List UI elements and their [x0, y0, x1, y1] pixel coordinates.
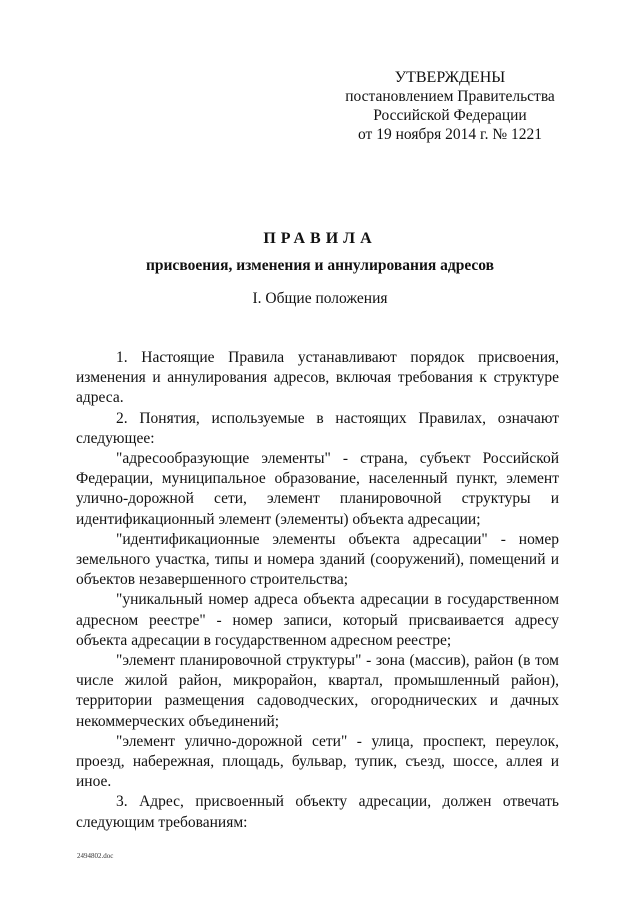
file-name-footer: 2494802.doc	[77, 852, 114, 860]
paragraph-2: 2. Понятия, используемые в настоящих Правилах, означают следующее:	[76, 409, 559, 447]
definition-unique-number: "уникальный номер адреса объекта адресации в государственном адресном реестре" - номер записи, который присваивается адресу объекта адресации в государственном адресном реестре;	[76, 591, 559, 649]
document-body	[76, 348, 559, 833]
document-title: ПРАВИЛА	[263, 230, 377, 247]
definition-identification-elements: "идентификационные элементы объекта адресации" - номер земельного участка, типы и номера зданий (сооружений), помещений и объектов незавершенного строительства;	[76, 530, 559, 589]
definition-address-elements: "адресообразующие элементы" - страна, субъект Российской Федерации, муниципальное образование, населенный пункт, элемент улично-дорожной сети, элемент планировочной структуры и идентификационный элемент (элементы) объекта адресации;	[76, 450, 559, 528]
approval-line-3: от 19 ноября 2014 г. № 1221	[358, 126, 542, 143]
definition-planning-structure: "элемент планировочной структуры" - зона (массив), район (в том числе жилой район, микрорайон, квартал, промышленный район), территории размещения садоводческих, огороднических и дачных некоммерческих объединений;	[76, 652, 559, 730]
approval-heading: УТВЕРЖДЕНЫ	[394, 69, 506, 86]
section-heading: I. Общие положения	[252, 290, 388, 307]
approval-block	[340, 68, 560, 144]
approval-line-1: постановлением Правительства	[345, 88, 555, 105]
definition-road-network: "элемент улично-дорожной сети" - улица, проспект, переулок, проезд, набережная, площадь, бульвар, тупик, съезд, шоссе, аллея и иное.	[76, 732, 559, 791]
paragraph-3: 3. Адрес, присвоенный объекту адресации, должен отвечать следующим требованиям:	[76, 793, 559, 831]
approval-line-2: Российской Федерации	[373, 107, 527, 124]
paragraph-1: 1. Настоящие Правила устанавливают порядок присвоения, изменения и аннулирования адресов, включая требования к структуре адреса.	[76, 349, 559, 407]
document-subtitle: присвоения, изменения и аннулирования адресов	[145, 257, 495, 274]
